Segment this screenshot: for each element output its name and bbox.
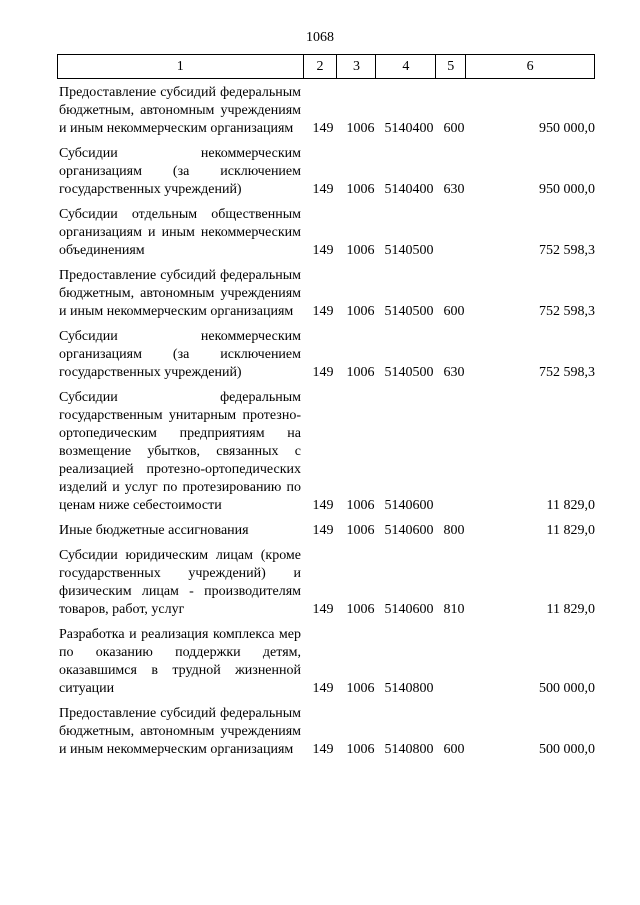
row-expense-type: 600 (443, 742, 465, 757)
row-section-code: 1006 (346, 602, 375, 617)
row-section-code: 1006 (346, 365, 375, 380)
row-target-code: 5140600 (384, 602, 434, 617)
row-expense-type: 600 (443, 121, 465, 136)
row-target-code: 5140500 (384, 243, 434, 258)
row-name: Разработка и реализация комплекса мер по оказанию поддержки детям, оказавшимся в трудной жизненной ситуации (59, 627, 301, 696)
row-expense-type: 630 (443, 182, 465, 197)
row-target-code: 5140500 (384, 304, 434, 319)
row-target-code: 5140400 (384, 121, 434, 136)
row-expense-type: 810 (443, 602, 465, 617)
row-amount: 11 829,0 (546, 602, 595, 617)
table-header (57, 54, 595, 79)
row-admin-code: 149 (312, 182, 334, 197)
column-header-6: 6 (466, 55, 595, 78)
table-row (57, 626, 595, 698)
row-amount: 752 598,3 (539, 365, 595, 380)
row-name: Субсидии некоммерческим организациям (за исключением государственных учреждений) (59, 329, 301, 380)
row-admin-code: 149 (312, 742, 334, 757)
table-row (57, 145, 595, 199)
row-section-code: 1006 (346, 121, 375, 136)
row-section-code: 1006 (346, 498, 375, 513)
row-admin-code: 149 (312, 681, 334, 696)
row-target-code: 5140600 (384, 498, 434, 513)
row-section-code: 1006 (346, 304, 375, 319)
row-admin-code: 149 (312, 304, 334, 319)
table-row (57, 206, 595, 260)
row-amount: 500 000,0 (539, 681, 595, 696)
row-name: Предоставление субсидий федеральным бюджетным, автономным учреждениям и иным некоммерческим организациям (59, 706, 301, 757)
table-row (57, 84, 595, 138)
row-expense-type: 600 (443, 304, 465, 319)
row-name: Субсидии отдельным общественным организациям и иным некоммерческим объединениям (59, 207, 301, 258)
row-admin-code: 149 (312, 523, 334, 538)
row-target-code: 5140600 (384, 523, 434, 538)
row-name: Предоставление субсидий федеральным бюджетным, автономным учреждениям и иным некоммерческим организациям (59, 268, 301, 319)
row-expense-type: 800 (443, 523, 465, 538)
column-header-3: 3 (337, 55, 376, 78)
table-row (57, 389, 595, 515)
column-header-1: 1 (58, 55, 304, 78)
row-section-code: 1006 (346, 243, 375, 258)
row-section-code: 1006 (346, 523, 375, 538)
table-row (57, 705, 595, 759)
row-target-code: 5140800 (384, 681, 434, 696)
row-admin-code: 149 (312, 121, 334, 136)
row-amount: 11 829,0 (546, 523, 595, 538)
row-amount: 950 000,0 (539, 182, 595, 197)
row-admin-code: 149 (312, 243, 334, 258)
row-expense-type: 630 (443, 365, 465, 380)
column-header-4: 4 (376, 55, 436, 78)
table-row (57, 547, 595, 619)
row-amount: 950 000,0 (539, 121, 595, 136)
table-row (57, 267, 595, 321)
row-admin-code: 149 (312, 365, 334, 380)
row-section-code: 1006 (346, 681, 375, 696)
column-header-2: 2 (304, 55, 338, 78)
row-target-code: 5140400 (384, 182, 434, 197)
table-body (57, 84, 595, 766)
row-name: Предоставление субсидий федеральным бюджетным, автономным учреждениям и иным некоммерческим организациям (59, 85, 301, 136)
row-name: Субсидии некоммерческим организациям (за исключением государственных учреждений) (59, 146, 301, 197)
table-row (57, 328, 595, 382)
row-admin-code: 149 (312, 498, 334, 513)
row-target-code: 5140500 (384, 365, 434, 380)
row-amount: 11 829,0 (546, 498, 595, 513)
row-admin-code: 149 (312, 602, 334, 617)
row-section-code: 1006 (346, 742, 375, 757)
page-number: 1068 (306, 30, 334, 45)
row-amount: 752 598,3 (539, 243, 595, 258)
row-amount: 500 000,0 (539, 742, 595, 757)
row-name: Иные бюджетные ассигнования (59, 523, 249, 538)
column-header-5: 5 (436, 55, 466, 78)
table-row (57, 522, 595, 540)
row-name: Субсидии федеральным государственным унитарным протезно-ортопедическим предприятиям на возмещение убытков, связанных с реализацией протезно-ортопедических изделий и услуг по протезированию по ценам ниже себестоимости (59, 390, 301, 513)
row-target-code: 5140800 (384, 742, 434, 757)
row-name: Субсидии юридическим лицам (кроме государственных учреждений) и физическим лицам - производителям товаров, работ, услуг (59, 548, 301, 617)
row-section-code: 1006 (346, 182, 375, 197)
row-amount: 752 598,3 (539, 304, 595, 319)
